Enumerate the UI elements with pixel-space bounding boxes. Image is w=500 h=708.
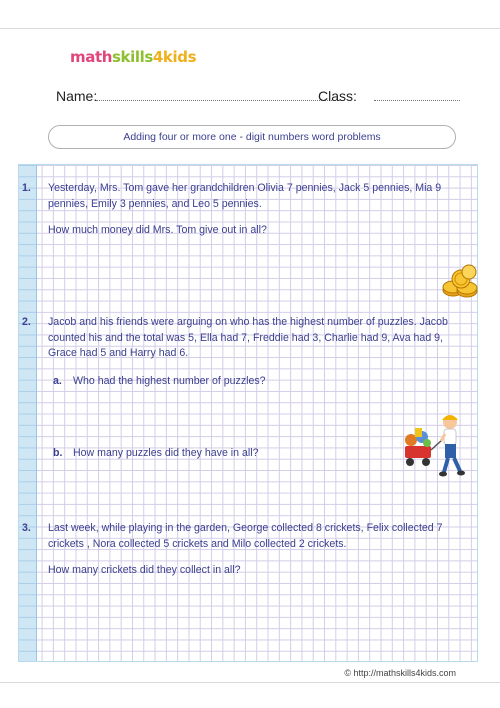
logo-part-math: math <box>70 48 113 66</box>
part-letter: a. <box>53 375 62 387</box>
question-number: 1. <box>22 182 31 194</box>
question-text: Last week, while playing in the garden, George collected 8 crickets, Felix collected 7 crickets , Nora collected 5 crickets and Milo collected 2 crickets. <box>48 522 443 550</box>
name-class-row <box>56 88 460 108</box>
top-divider <box>0 28 500 29</box>
logo-part-skills: skills <box>112 48 153 66</box>
logo-part-4kids: 4kids <box>152 48 197 66</box>
question-ask: How much money did Mrs. Tom give out in all? <box>48 224 267 236</box>
question-text: Jacob and his friends were arguing on who has the highest number of puzzles. Jacob counted his and the total was 5, Ella had 7, Freddie had 3, Charlie had 9, Ava had 9, Grace had 5 and Harry had 6. <box>48 316 448 359</box>
class-field[interactable] <box>374 100 460 101</box>
part-text: Who had the highest number of puzzles? <box>73 375 266 387</box>
worksheet-title: Adding four or more one - digit numbers word problems <box>48 125 456 149</box>
name-label: Name: <box>56 88 98 104</box>
class-label: Class: <box>318 88 357 104</box>
name-field[interactable] <box>96 100 342 101</box>
gold-coins-icon <box>441 263 479 299</box>
footer-copyright: © http://mathskills4kids.com <box>344 668 456 678</box>
question-number: 3. <box>22 522 31 534</box>
margin-strip <box>19 165 37 661</box>
part-text: How many puzzles did they have in all? <box>73 447 259 459</box>
brand-logo <box>70 48 196 66</box>
question-text: Yesterday, Mrs. Tom gave her grandchildren Olivia 7 pennies, Jack 5 pennies, Mia 9 pennies, Emily 3 pennies, and Leo 5 pennies. <box>48 182 442 210</box>
part-letter: b. <box>53 447 63 459</box>
boy-pulling-wagon-icon <box>402 408 468 480</box>
question-number: 2. <box>22 316 31 328</box>
footer-divider <box>0 682 500 683</box>
question-ask: How many crickets did they collect in all? <box>48 564 241 576</box>
